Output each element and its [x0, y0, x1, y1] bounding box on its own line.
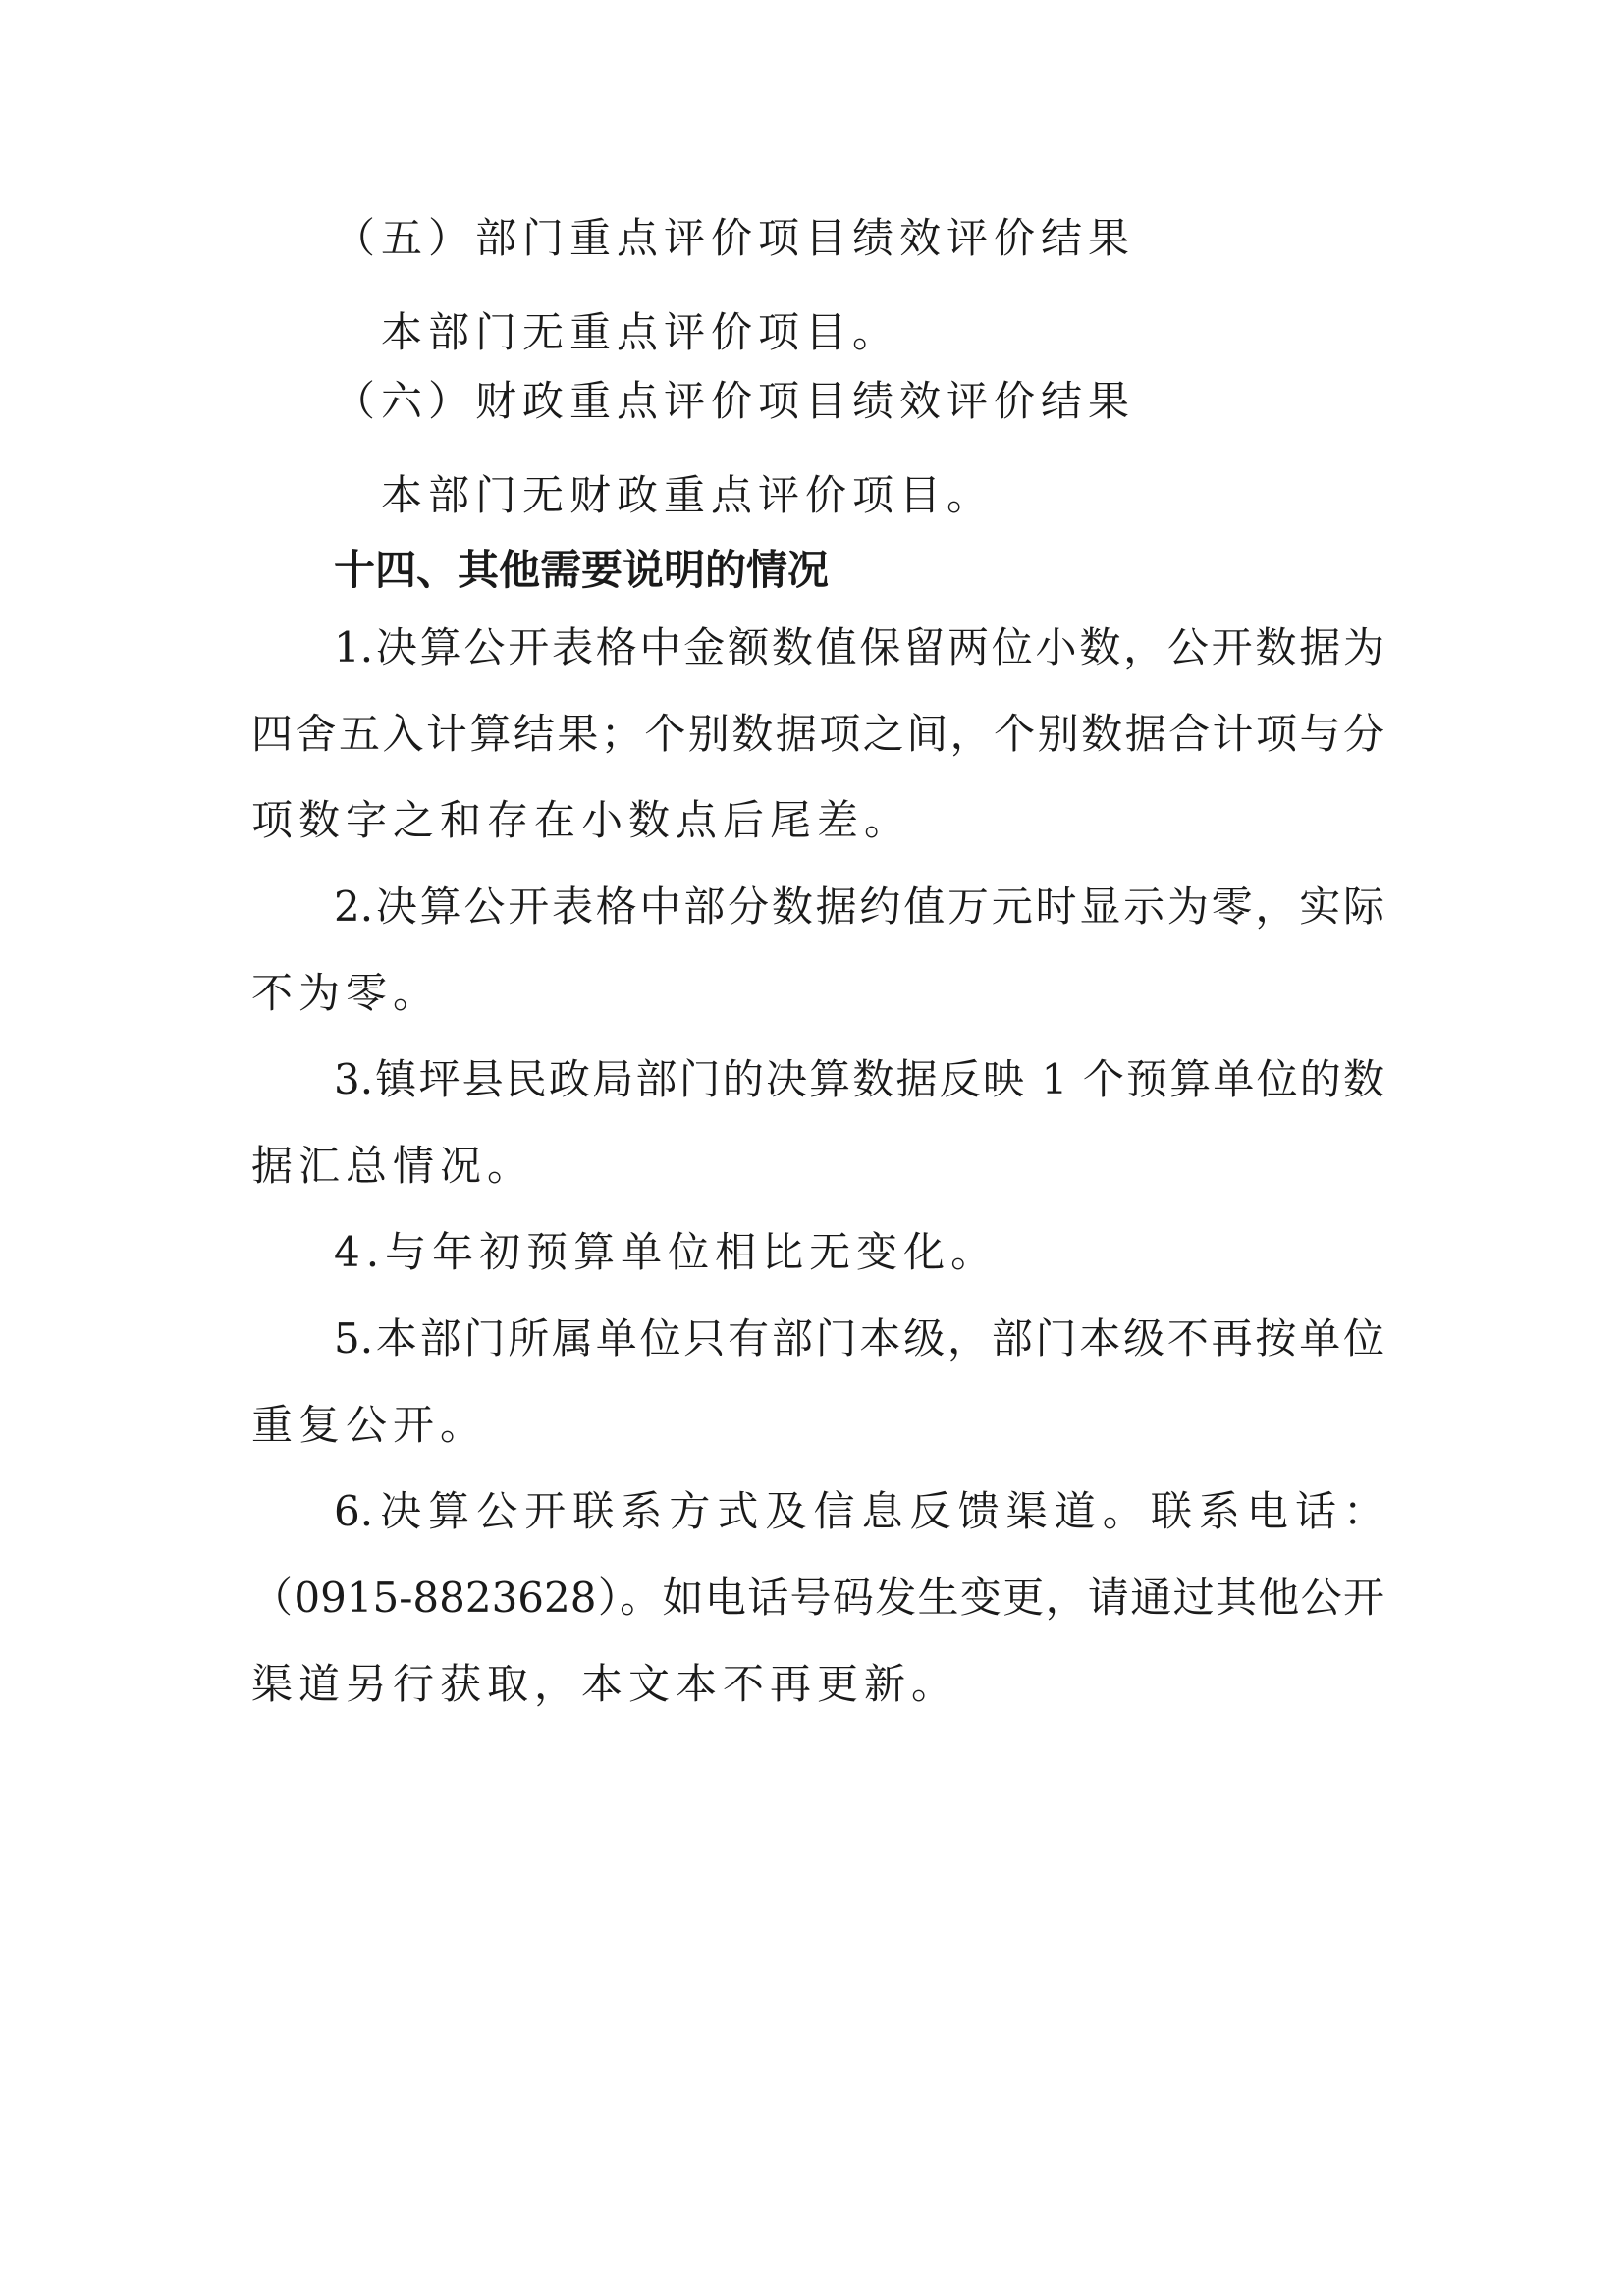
item-3-line-2: 据汇总情况。: [251, 1142, 535, 1190]
section-heading-five: （五）部门重点评价项目绩效评价结果: [334, 214, 1136, 262]
item-4-line-1: 4.与年初预算单位相比无变化。: [334, 1228, 999, 1276]
item-5-line-1: 5.本部门所属单位只有部门本级，部门本级不再按单位: [334, 1314, 1384, 1362]
section-heading-fourteen: 十四、其他需要说明的情况: [334, 546, 830, 594]
item-2-line-1: 2.决算公开表格中部分数据约值万元时显示为零，实际: [334, 882, 1384, 931]
item-1-line-2: 四舍五入计算结果；个别数据项之间，个别数据合计项与分: [251, 710, 1384, 758]
item-5-line-2: 重复公开。: [251, 1401, 488, 1449]
item-6-line-2: （0915-8823628）。如电话号码发生变更，请通过其他公开: [251, 1574, 1384, 1622]
item-3-line-1: 3.镇坪县民政局部门的决算数据反映 1 个预算单位的数: [334, 1055, 1384, 1103]
item-2-line-2: 不为零。: [251, 969, 441, 1017]
item-1-line-3: 项数字之和存在小数点后尾差。: [251, 796, 912, 844]
section-body-five: 本部门无重点评价项目。: [381, 308, 900, 356]
item-6-line-3: 渠道另行获取，本文本不再更新。: [251, 1660, 959, 1708]
section-body-six: 本部门无财政重点评价项目。: [381, 471, 995, 519]
item-1-line-1: 1.决算公开表格中金额数值保留两位小数，公开数据为: [334, 623, 1384, 671]
section-heading-six: （六）财政重点评价项目绩效评价结果: [334, 377, 1136, 425]
item-6-line-1: 6.决算公开联系方式及信息反馈渠道。联系电话：: [334, 1487, 1384, 1535]
